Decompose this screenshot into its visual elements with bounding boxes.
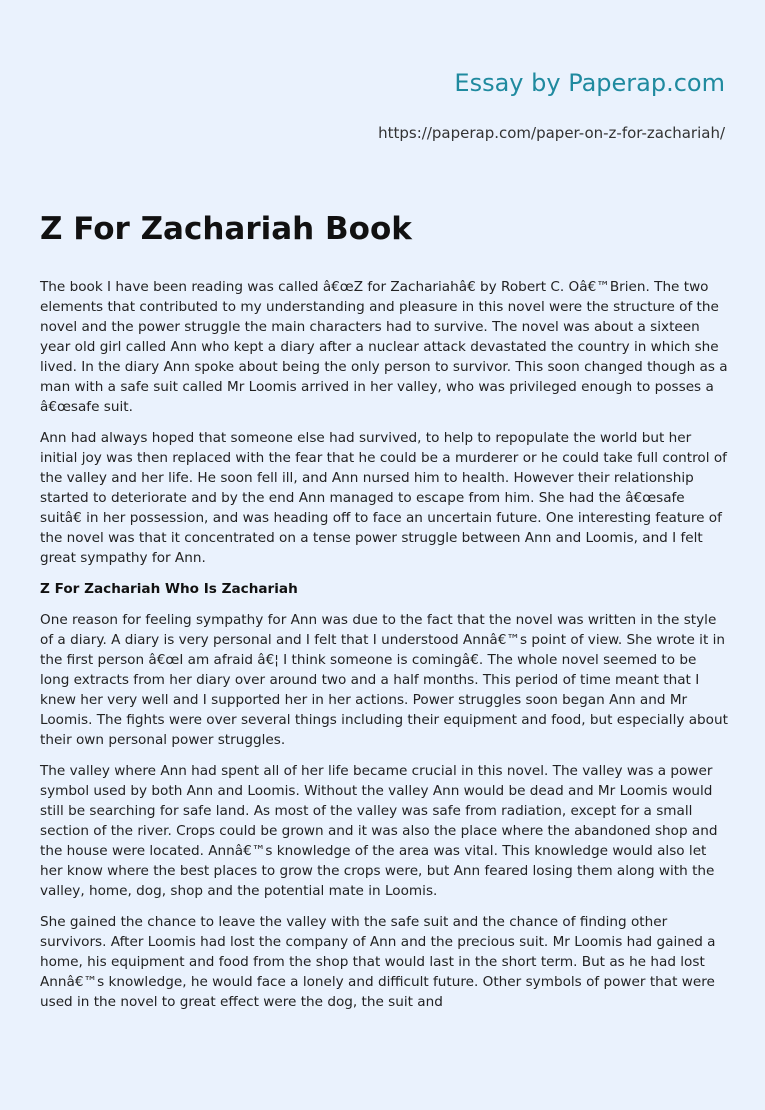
paragraph: She gained the chance to leave the valley with the safe suit and the chance of finding other survivors. After Loomis had lost the company of Ann and the precious suit. Mr Loomis had gained a home, his equipment and food from the shop that would last in the short term. But as he had lost Annâ€™s knowledge, he would face a lonely and difficult future. Other symbols of power that were used in the novel to great effect were the dog, the suit and — [40, 914, 716, 1010]
paragraph: The valley where Ann had spent all of her life became crucial in this novel. The valley was a power symbol used by both Ann and Loomis. Without the valley Ann would be dead and Mr Loomis would still be searching for safe land. As most of the valley was safe from radiation, except for a small section of the river. Crops could be grown and it was also the place where the abandoned shop and the house were located. Annâ€™s knowledge of the area was vital. This knowledge would also let her know where the best places to grow the crops were, but Ann feared losing them along with the valley, home, dog, shop and the potential mate in Loomis. — [40, 763, 718, 899]
paragraph: The book I have been reading was called â€œZ for Zachariahâ€ by Robert C. Oâ€™Brien. The two elements that contributed to my understanding and pleasure in this novel were the structure of the novel and the power struggle the main characters had to survive. The novel was about a sixteen year old girl called Ann who kept a diary after a nuclear attack devastated the country in which she lived. In the diary Ann spoke about being the only person to survivor. This soon changed though as a man with a safe suit called Mr Loomis arrived in her valley, who was privileged enough to posses a â€œsafe suit. — [40, 279, 728, 415]
site-header — [378, 68, 725, 142]
section-heading: Z For Zachariah Who Is Zachariah — [40, 581, 298, 597]
source-url[interactable]: https://paperap.com/paper-on-z-for-zachariah/ — [378, 124, 725, 142]
page-title: Z For Zachariah Book — [40, 211, 412, 247]
brand-link[interactable]: Essay by Paperap.com — [454, 69, 725, 97]
paragraph: One reason for feeling sympathy for Ann was due to the fact that the novel was written in the style of a diary. A diary is very personal and I felt that I understood Annâ€™s point of view. She wrote it in the first person â€œI am afraid â€¦ I think someone is comingâ€. The whole novel seemed to be long extracts from her diary over around two and a half months. This period of time meant that I knew her very well and I supported her in her actions. Power struggles soon began Ann and Mr Loomis. The fights were over several things including their equipment and food, but especially about their own personal power struggles. — [40, 612, 728, 748]
article-body — [40, 277, 730, 1023]
paragraph: Ann had always hoped that someone else had survived, to help to repopulate the world but her initial joy was then replaced with the fear that he could be a murderer or he could take full control of the valley and her life. He soon fell ill, and Ann nursed him to health. However their relationship started to deteriorate and by the end Ann managed to escape from him. She had the â€œsafe suitâ€ in her possession, and was heading off to face an uncertain future. One interesting feature of the novel was that it concentrated on a tense power struggle between Ann and Loomis, and I felt great sympathy for Ann. — [40, 430, 727, 566]
